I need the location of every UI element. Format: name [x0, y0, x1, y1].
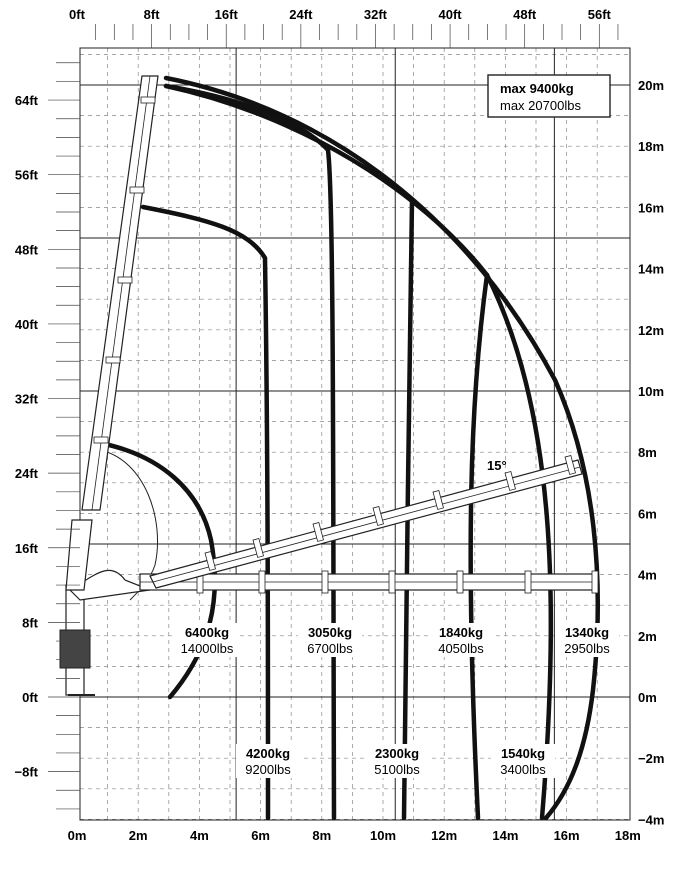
capacity-zone-kg: 2300kg — [374, 746, 420, 761]
capacity-zone-kg: 1840kg — [438, 625, 484, 640]
axis-right-tick-label: 12m — [638, 322, 665, 338]
axis-top-ft — [69, 7, 618, 48]
capacity-zone-kg: 1340kg — [564, 625, 610, 640]
boom-joint — [322, 571, 328, 593]
axis-right-tick-label: −2m — [638, 751, 665, 767]
axis-bottom-tick-label: 0m — [67, 828, 87, 843]
axis-bottom-tick-label: 2m — [128, 828, 148, 843]
boom-joint — [130, 187, 144, 193]
capacity-zone-lbs: 4050lbs — [438, 641, 484, 656]
curve-1340kg-outer — [166, 78, 598, 818]
boom-joint — [457, 571, 463, 593]
axis-right-tick-label: 18m — [638, 139, 665, 155]
axis-left-tick-label: 40ft — [14, 316, 38, 332]
max-capacity-lbs: max 20700lbs — [500, 98, 581, 113]
axis-right-tick-label: 6m — [638, 506, 657, 522]
boom-joint — [106, 357, 120, 363]
boom-joint — [592, 571, 598, 593]
boom-angle-label: 15° — [487, 458, 507, 473]
axis-bottom-m — [68, 828, 641, 843]
capacity-zone-lbs: 3400lbs — [500, 762, 546, 777]
axis-right-tick-label: 8m — [638, 445, 657, 461]
curve-1840kg — [471, 275, 487, 818]
axis-bottom-tick-label: 16m — [553, 828, 580, 843]
axis-bottom-tick-label: 18m — [614, 828, 641, 843]
boom-joint — [259, 571, 265, 593]
axis-left-tick-label: 64ft — [14, 93, 38, 109]
axis-right-tick-label: 10m — [638, 384, 665, 399]
capacity-zone-lbs: 14000lbs — [180, 641, 234, 656]
axis-left-ft — [15, 63, 80, 809]
capacity-zone-label — [491, 744, 555, 778]
max-capacity-kg: max 9400kg — [500, 81, 574, 96]
axis-left-tick-label: 16ft — [14, 540, 38, 556]
axis-right-m — [638, 78, 664, 827]
curve-1540kg — [166, 86, 551, 818]
axis-right-tick-label: 4m — [638, 567, 657, 583]
capacity-zone-kg: 4200kg — [245, 746, 291, 761]
axis-top-tick-label: 16ft — [214, 7, 238, 22]
axis-right-tick-label: −4m — [638, 812, 665, 828]
axis-left-tick-label: −8ft — [14, 764, 38, 780]
boom-joint — [94, 437, 108, 443]
axis-right-tick-label: 2m — [638, 628, 657, 644]
capacity-zone-label — [175, 623, 239, 657]
axis-top-tick-label: 24ft — [289, 7, 313, 22]
capacity-zone-kg: 6400kg — [184, 625, 230, 640]
axis-bottom-tick-label: 12m — [431, 828, 458, 843]
axis-left-tick-label: 0ft — [22, 690, 38, 705]
axis-top-tick-label: 56ft — [587, 7, 611, 22]
capacity-zone-lbs: 6700lbs — [307, 641, 353, 656]
axis-right-tick-label: 16m — [638, 200, 665, 216]
max-capacity-box — [488, 75, 610, 117]
capacity-zone-kg: 1540kg — [500, 746, 546, 761]
axis-left-tick-label: 48ft — [14, 242, 38, 258]
axis-top-tick-label: 0ft — [69, 7, 85, 22]
boom-joint — [525, 571, 531, 593]
capacity-curves — [100, 78, 598, 818]
curve-4200kg — [143, 207, 268, 818]
boom-joint — [389, 571, 395, 593]
axis-top-tick-label: 48ft — [513, 7, 537, 22]
crane-base — [60, 630, 90, 668]
axis-top-tick-label: 8ft — [143, 7, 160, 22]
capacity-zone-label — [429, 623, 493, 657]
capacity-zone-lbs: 9200lbs — [245, 762, 291, 777]
axis-bottom-tick-label: 8m — [312, 828, 332, 843]
capacity-zone-lbs: 5100lbs — [374, 762, 420, 777]
axis-bottom-tick-label: 4m — [190, 828, 209, 843]
boom-joint — [141, 97, 155, 103]
capacity-zone-kg: 3050kg — [307, 625, 353, 640]
capacity-zone-label — [298, 623, 362, 657]
axis-left-tick-label: 8ft — [22, 615, 38, 631]
axis-bottom-tick-label: 10m — [369, 828, 397, 843]
axis-right-tick-label: 0m — [638, 690, 657, 705]
axis-right-tick-label: 20m — [638, 78, 665, 93]
axis-left-tick-label: 56ft — [14, 167, 38, 183]
capacity-zone-label — [555, 623, 619, 657]
boom-joint — [118, 277, 132, 283]
axis-bottom-tick-label: 14m — [492, 828, 519, 843]
axis-top-tick-label: 32ft — [363, 7, 388, 22]
capacity-zone-lbs: 2950lbs — [564, 641, 610, 656]
axis-right-tick-label: 14m — [638, 261, 665, 277]
axis-left-tick-label: 32ft — [14, 391, 38, 407]
axis-bottom-tick-label: 6m — [251, 828, 270, 843]
axis-top-tick-label: 40ft — [438, 7, 462, 22]
boom-vertical — [82, 76, 158, 510]
capacity-zone-label — [365, 744, 429, 778]
capacity-zone-label — [236, 744, 300, 778]
axis-left-tick-label: 24ft — [14, 466, 38, 482]
